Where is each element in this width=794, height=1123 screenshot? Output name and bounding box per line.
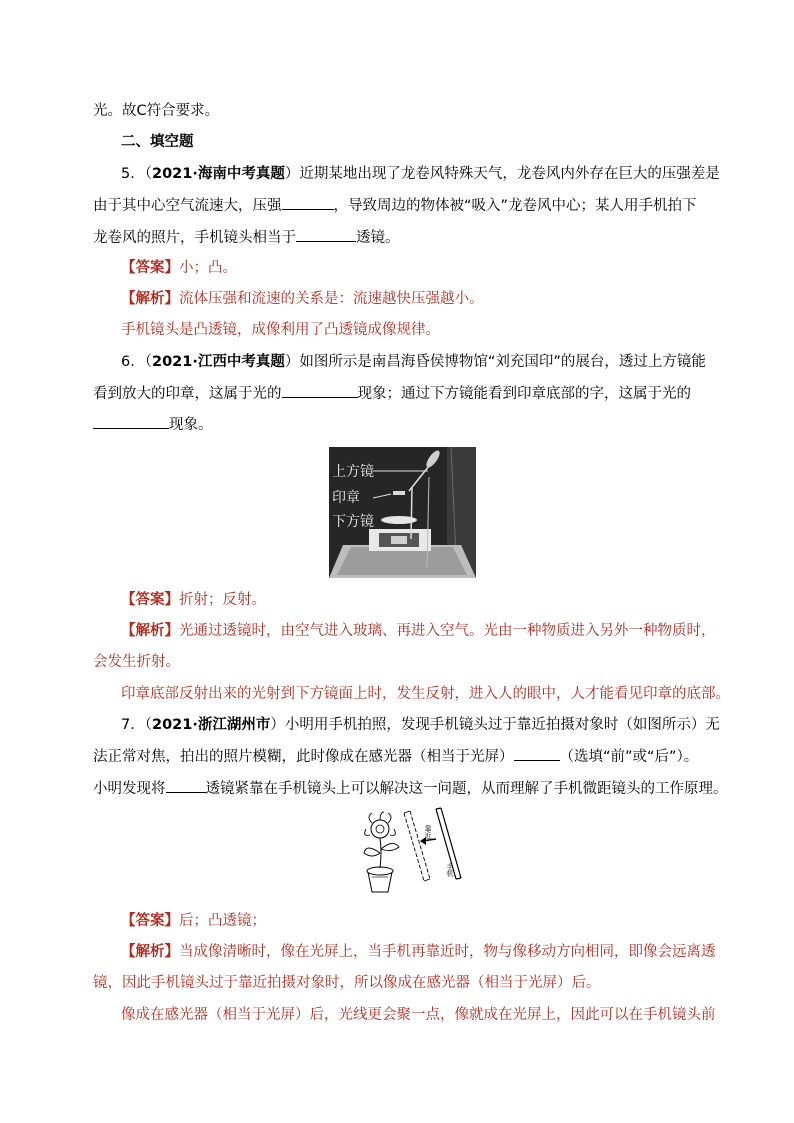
q5-blank-2 [296, 227, 356, 242]
q7-line-2 [93, 746, 698, 767]
analysis-text: 流体压强和流速的关系是：流速越快压强越小。 [179, 291, 484, 307]
answer-label: 【答案】 [121, 260, 179, 276]
answer-text: 小；凸。 [179, 260, 237, 276]
answer-text: 折射；反射。 [179, 592, 266, 608]
q6-line-2 [93, 383, 691, 404]
line-text: 光。故C符合要求。 [93, 103, 220, 119]
q7-line-1 [121, 715, 720, 735]
q5-blank-1 [282, 195, 334, 210]
q5-number: 5．（ [121, 166, 152, 182]
q5-analysis-2: 手机镜头是凸透镜，成像利用了凸透镜成像规律。 [121, 322, 440, 338]
analysis-label: 【解析】 [121, 944, 179, 960]
q6-line-1 [121, 352, 706, 372]
q6-line-3 [93, 414, 213, 435]
q6-number: 6．（ [121, 354, 152, 370]
q7-text-b1: 法正常对焦，拍出的照片模糊，此时像成在感光器（相当于光屏） [93, 749, 514, 765]
q5-line-3 [93, 227, 400, 248]
q7-blank-2 [166, 778, 206, 793]
analysis-label: 【解析】 [121, 623, 179, 639]
q5-answer [121, 258, 237, 278]
museum-display-photo [329, 447, 476, 578]
q6-text-b2: 现象；通过下方镜能看到印章底部的字，这属于光的 [357, 386, 691, 402]
q5-line-1 [121, 164, 720, 184]
q6-blank-2 [93, 414, 169, 429]
q7-analysis-2: 镜，因此手机镜头过于靠近拍摄对象时，所以像成在感光器（相当于光屏）后。 [93, 975, 601, 991]
q6-close-paren: ） [284, 354, 300, 370]
continuation-line [93, 101, 219, 121]
q5-text-a: 近期某地出现了龙卷风特殊天气，龙卷风内外存在巨大的压强差是 [299, 166, 720, 182]
flower-phone-illustration [360, 805, 472, 897]
q7-close-paren: ） [270, 717, 285, 733]
q7-answer [121, 911, 266, 931]
q7-text-c2: 透镜紧靠在手机镜头上可以解决这一问题，从而理解了手机微距镜头的工作原理。 [205, 781, 728, 797]
q7-analysis [121, 942, 716, 962]
q7-text-a: 小明用手机拍照，发现手机镜头过于靠近拍摄对象时（如图所示）无 [284, 717, 720, 733]
q5-analysis [121, 289, 484, 309]
q6-text-a: 如图所示是南昌海昏侯博物馆“刘充国印”的展台，透过上方镜能 [299, 354, 706, 370]
section-title: 二、填空题 [121, 134, 194, 150]
answer-text: 后；凸透镜； [179, 913, 266, 929]
label-lower-mirror: 下方镜 [332, 514, 374, 530]
analysis-text: 当成像清晰时，像在光屏上，当手机再靠近时，物与像移动方向相同，即像会远离透 [179, 944, 716, 960]
analysis-label: 【解析】 [121, 291, 179, 307]
q5-text-b1: 由于其中心空气流速大，压强 [93, 198, 282, 214]
answer-label: 【答案】 [121, 592, 179, 608]
q6-blank-1 [282, 383, 358, 398]
q7-text-c1: 小明发现将 [93, 781, 166, 797]
q7-line-3 [93, 778, 728, 799]
q7-source: 2021·浙江湖州市 [151, 717, 271, 733]
analysis-text: 光通过透镜时，由空气进入玻璃、再进入空气。光由一种物质进入另外一种物质时， [179, 623, 716, 639]
q7-text-b2: （选填“前”或“后”）。 [559, 749, 699, 765]
q7-number: 7．（ [121, 717, 152, 733]
q5-text-c1: 龙卷风的照片，手机镜头相当于 [93, 230, 296, 246]
q6-text-b1: 看到放大的印章，这属于光的 [93, 386, 282, 402]
label-upper-mirror: 上方镜 [332, 464, 374, 480]
phone-flower-diagram [360, 805, 472, 897]
label-phone: 手机 [446, 863, 454, 877]
q6-analysis [121, 621, 716, 641]
q5-text-b2: ，导致周边的物体被“吸入”龙卷风中心；某人用手机拍下 [333, 198, 697, 214]
answer-label: 【答案】 [121, 913, 179, 929]
label-seal: 印章 [332, 490, 360, 506]
q5-close-paren: ） [284, 166, 300, 182]
q6-source: 2021·江西中考真题 [151, 354, 285, 370]
q7-analysis-3: 像成在感光器（相当于光屏）后，光线更会聚一点，像就成在光屏上，因此可以在手机镜头前 [121, 1007, 716, 1023]
q6-analysis-3: 印章底部反射出来的光射到下方镜面上时，发生反射，进入人的眼中，人才能看见印章的底部。 [121, 686, 730, 702]
label-approach: 靠近 [424, 825, 432, 839]
q5-text-c2: 透镜。 [356, 230, 400, 246]
q6-answer [121, 590, 266, 610]
q6-analysis-2: 会发生折射。 [93, 654, 180, 670]
q7-blank-1 [514, 746, 560, 761]
q6-text-c: 现象。 [169, 417, 213, 433]
q5-line-2 [93, 195, 697, 216]
q5-source: 2021·海南中考真题 [151, 166, 285, 182]
